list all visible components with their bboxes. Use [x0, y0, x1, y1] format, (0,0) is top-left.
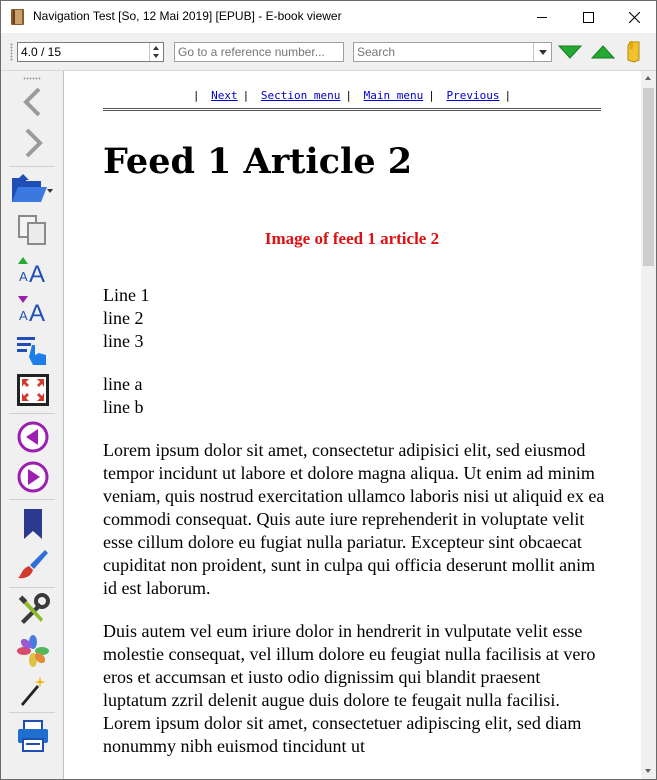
window-title: Navigation Test [So, 12 Mai 2019] [EPUB] - E-book viewer [33, 9, 342, 23]
vertical-scrollbar[interactable] [641, 71, 656, 779]
scroll-up-arrow-icon[interactable] [641, 71, 656, 86]
paragraph-duis-autem: Duis autem vel eum iriure dolor in hendrerit in vulputate velit esse molestie consequat, vel illum dolore eu feugiat nulla facilisis at vero eros et accumsan et iusto odio dignissim qui blandit praesent luptatum zzril delenit augue duis dolore te feugait nulla facilisi. Lorem ipsum dolor sit amet, consectetuer adipiscing elit, sed diam nonummy nibh euismod tincidunt ut [103, 621, 596, 756]
sidebar-separator [9, 499, 55, 500]
nav-separator: | [428, 89, 435, 102]
text-line: line a [103, 374, 143, 394]
app-book-icon [10, 8, 26, 26]
spin-down-arrow-icon[interactable] [153, 54, 159, 58]
position-spinbox[interactable] [17, 42, 164, 62]
maximize-icon [583, 12, 594, 23]
nav-separator: | [504, 89, 512, 102]
back-icon[interactable] [15, 85, 51, 119]
bookmarks-icon[interactable] [15, 507, 51, 541]
article-navigation-bar [103, 89, 601, 102]
font-size-larger-icon[interactable] [15, 254, 51, 288]
svg-text:A: A [29, 300, 46, 327]
toolbar-grip[interactable] [10, 43, 13, 61]
svg-text:A: A [19, 269, 28, 284]
text-line: line 2 [103, 308, 144, 328]
preferences-icon[interactable] [15, 593, 51, 627]
font-size-smaller-icon[interactable] [15, 293, 51, 327]
sidebar-separator [9, 166, 55, 167]
find-next-icon[interactable] [558, 42, 582, 62]
nav-separator: | [192, 89, 200, 102]
previous-page-icon[interactable] [15, 420, 51, 454]
nav-separator: | [242, 89, 250, 102]
maximize-button[interactable] [565, 1, 611, 33]
scroll-thumb[interactable] [643, 88, 654, 266]
book-content-area[interactable] [64, 71, 641, 779]
paragraph-lorem-ipsum: Lorem ipsum dolor sit amet, consectetur adipisici elit, sed eiusmod tempor incidunt ut labore et dolore magna aliqua. Ut enim ad minim veniam, quis nostrud exercitation ullamco laboris nisi ut aliquid ex ea commodi consequat. Quis aute iure reprehenderit in voluptate velit esse cillum dolore eu fugiat nulla pariatur. Excepteur sint obcaecat cupiditat non proident, sunt in culpa qui officia deserunt mollit anim id est laborum. [103, 440, 605, 598]
left-toolbar [1, 71, 64, 779]
forward-icon[interactable] [15, 126, 51, 160]
sidebar-separator [9, 712, 55, 713]
bookmark-tag-icon[interactable] [625, 40, 643, 64]
nav-section-menu-link[interactable]: Section menu [260, 89, 341, 102]
nav-separator: | [345, 89, 352, 102]
text-line: line 3 [103, 331, 144, 351]
text-line: line b [103, 397, 144, 417]
nav-previous-link[interactable]: Previous [446, 89, 500, 102]
sidebar-grip[interactable] [23, 77, 41, 80]
text-line: Line 1 [103, 285, 150, 305]
lines-group-1 [103, 284, 608, 353]
svg-text:A: A [29, 261, 46, 288]
search-input[interactable]: Search [357, 45, 396, 59]
find-previous-icon[interactable] [591, 42, 615, 62]
open-ebook-icon[interactable] [9, 172, 55, 206]
image-alt-caption: Image of feed 1 article 2 [264, 229, 440, 248]
lines-group-2 [103, 373, 608, 419]
theme-brush-icon[interactable] [15, 547, 51, 581]
copy-icon[interactable] [15, 213, 51, 247]
top-toolbar [1, 34, 656, 71]
sidebar-separator [9, 413, 55, 414]
scroll-down-arrow-icon[interactable] [641, 764, 656, 779]
spin-up-arrow-icon[interactable] [153, 46, 159, 50]
reference-number-input[interactable] [174, 42, 344, 62]
table-of-contents-icon[interactable] [15, 333, 51, 367]
spin-arrows[interactable] [149, 43, 163, 61]
minimize-icon [537, 12, 548, 23]
title-bar [1, 1, 656, 33]
fullscreen-icon[interactable] [15, 373, 51, 407]
svg-text:A: A [19, 308, 28, 323]
article-title: Feed 1 Article 2 [103, 141, 413, 182]
lookup-wand-icon[interactable] [15, 673, 51, 707]
metadata-icon[interactable] [15, 634, 51, 668]
nav-main-menu-link[interactable]: Main menu [363, 89, 424, 102]
close-button[interactable] [611, 1, 657, 33]
minimize-button[interactable] [519, 1, 565, 33]
search-dropdown-arrow-icon[interactable] [533, 43, 551, 61]
close-icon [629, 12, 640, 23]
print-icon[interactable] [15, 719, 51, 753]
nav-next-link[interactable]: Next [211, 89, 238, 102]
horizontal-rule [103, 108, 601, 111]
next-page-icon[interactable] [15, 460, 51, 494]
position-value[interactable]: 4.0 / 15 [21, 45, 62, 59]
search-combobox[interactable] [353, 42, 552, 62]
sidebar-separator [9, 587, 55, 588]
